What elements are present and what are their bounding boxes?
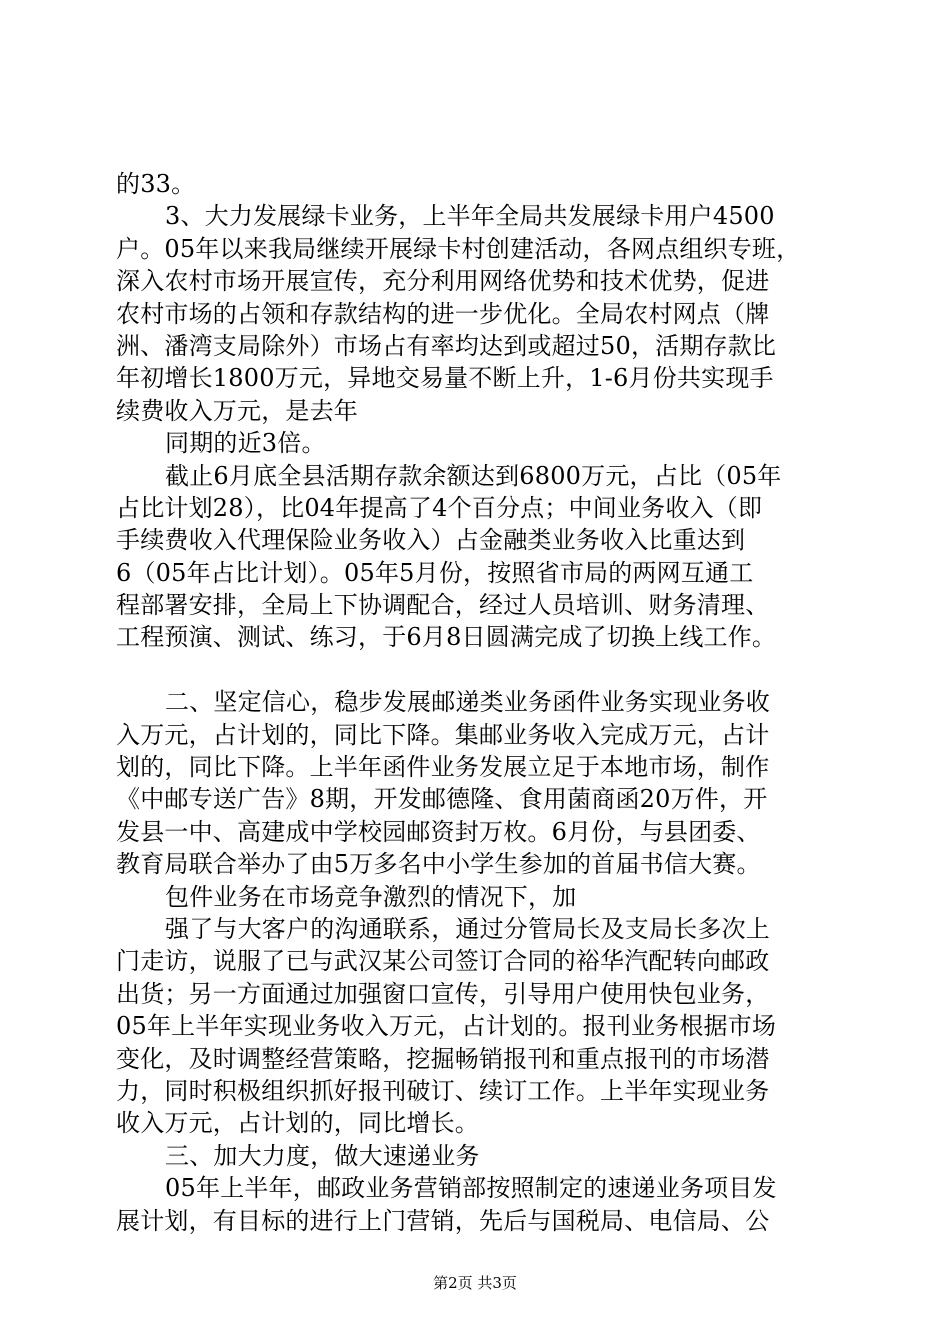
text-line: 的33。 [116,170,196,198]
text-line: 农村市场的占领和存款结构的进一步优化。全局农村网点（牌 [116,299,770,328]
text-line: 截止6月底全县活期存款余额达到6800万元，占比（05年 [165,461,782,490]
text-line: 同期的近3倍。 [165,429,326,458]
text-line: 工程预演、测试、练习，于6月8日圆满完成了切换上线工作。 [116,623,777,652]
text-line: 划的，同比下降。上半年函件业务发展立足于本地市场，制作 [116,753,770,782]
text-line: 强了与大客户的沟通联系，通过分管局长及支局长多次上 [165,914,770,943]
section-heading: 三、加大力度，做大速递业务 [165,1141,480,1170]
text-line: 05年上半年，邮政业务营销部按照制定的速递业务项目发 [165,1174,777,1203]
document-body [116,168,846,1237]
text-line: 入万元，占计划的，同比下降。集邮业务收入完成万元，占计 [116,720,770,749]
text-line: 3、大力发展绿卡业务，上半年全局共发展绿卡用户4500 [165,202,775,231]
text-line: 占比计划28），比04年提高了4个百分点；中间业务收入（即 [116,493,763,522]
text-line: 6（05年占比计划）。05年5月份，按照省市局的两网互通工 [116,558,754,587]
paragraph-gap [116,654,846,686]
text-line: 教育局联合举办了由5万多名中小学生参加的首届书信大赛。 [116,850,761,879]
text-line: 深入农村市场开展宣传，充分利用网络优势和技术优势，促进 [116,267,770,296]
text-line: 《中邮专送广告》8期，开发邮德隆、食用菌商函20万件，开 [116,785,768,814]
text-line: 发县一中、高建成中学校园邮资封万枚。6月份，与县团委、 [116,817,761,846]
text-line: 续费收入万元，是去年 [116,396,358,425]
text-line: 包件业务在市场竞争激烈的情况下，加 [165,882,577,911]
text-line: 力，同时积极组织抓好报刊破订、续订工作。上半年实现业务 [116,1076,770,1105]
text-line: 门走访，说服了已与武汉某公司签订合同的裕华汽配转向邮政 [116,947,770,976]
text-line: 出货；另一方面通过加强窗口宣传，引导用户使用快包业务， [116,979,770,1008]
text-line: 展计划，有目标的进行上门营销，先后与国税局、电信局、公 [116,1206,770,1235]
text-line: 手续费收入代理保险业务收入）占金融类业务收入比重达到 [116,526,746,555]
text-line: 年初增长1800万元，异地交易量不断上升，1-6月份共实现手 [116,364,774,393]
page-number-footer: 第2页 共3页 [433,1274,517,1292]
text-line: 户。05年以来我局继续开展绿卡村创建活动，各网点组织专班， [116,234,801,263]
text-line: 变化，及时调整经营策略，挖掘畅销报刊和重点报刊的市场潜 [116,1044,770,1073]
text-line: 洲、潘湾支局除外）市场占有率均达到或超过50，活期存款比 [116,331,777,360]
text-line: 二、坚定信心，稳步发展邮递类业务函件业务实现业务收 [165,688,770,717]
text-line: 收入万元，占计划的，同比增长。 [116,1109,479,1138]
text-line: 程部署安排，全局上下协调配合，经过人员培训、财务清理、 [116,591,770,620]
text-line: 05年上半年实现业务收入万元，占计划的。报刊业务根据市场 [116,1012,777,1041]
